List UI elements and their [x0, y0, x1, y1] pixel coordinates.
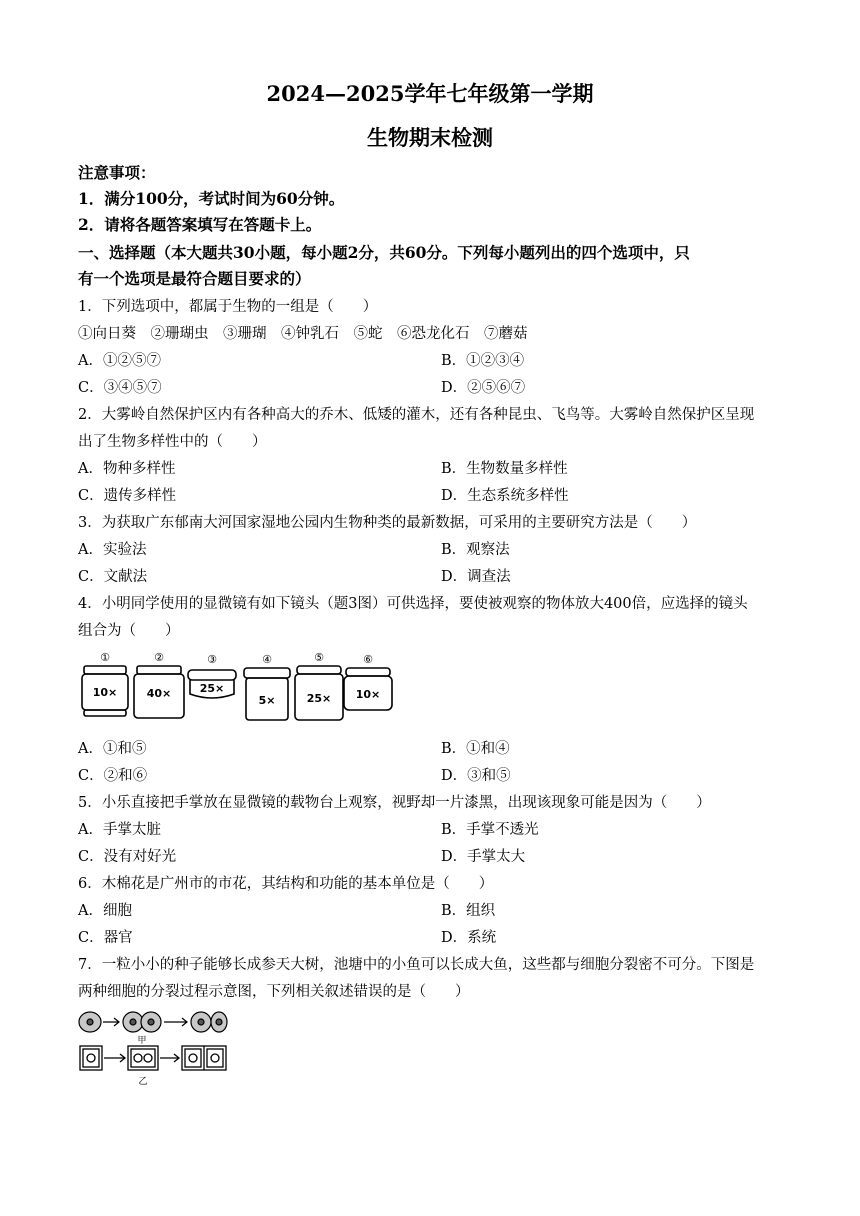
- q6-option-a: A．细胞: [78, 903, 132, 919]
- lens-number-2: ②: [154, 651, 164, 664]
- q4-option-a: A．①和⑤: [78, 741, 147, 757]
- figure-label-yi: 乙: [138, 1077, 148, 1087]
- cell-division-figure: [78, 1006, 228, 1088]
- microscope-lens-figure: [78, 650, 398, 726]
- q5-option-d: D．手掌太大: [441, 849, 526, 865]
- q3-option-c: C．文献法: [78, 569, 148, 585]
- notice-item-2: 2．请将各题答案填写在答题卡上。: [78, 215, 322, 234]
- q1-stem: 1．下列选项中，都属于生物的一组是（ ）: [78, 299, 378, 315]
- lens-number-1: ①: [100, 651, 110, 664]
- q1-option-c: C．③④⑤⑦: [78, 380, 162, 396]
- q2-option-a: A．物种多样性: [78, 461, 176, 477]
- lens-number-5: ⑤: [314, 651, 324, 664]
- q4-stem-line2: 组合为（ ）: [78, 623, 180, 639]
- q5-option-a: A．手掌太脏: [78, 822, 161, 838]
- lens-label-2: 40×: [146, 687, 172, 700]
- lens-number-3: ③: [207, 653, 217, 666]
- lens-number-4: ④: [262, 653, 272, 666]
- q4-option-d: D．③和⑤: [441, 768, 511, 784]
- lens-label-4: 5×: [258, 694, 276, 707]
- q6-stem: 6．木棉花是广州市的市花，其结构和功能的基本单位是（ ）: [78, 876, 494, 892]
- q4-stem-line1: 4．小明同学使用的显微镜有如下镜头（题3图）可供选择，要使被观察的物体放大400倍，应选择的镜头: [78, 596, 748, 612]
- q1-items: ①向日葵 ②珊瑚虫 ③珊瑚 ④钟乳石 ⑤蛇 ⑥恐龙化石 ⑦蘑菇: [78, 326, 528, 342]
- q7-stem-line1: 7．一粒小小的种子能够长成参天大树，池塘中的小鱼可以长成大鱼，这些都与细胞分裂密不可分。下图是: [78, 957, 755, 973]
- q2-option-b: B．生物数量多样性: [441, 461, 568, 477]
- exam-title: 2024—2025学年七年级第一学期: [266, 81, 594, 106]
- lens-label-5: 25×: [306, 692, 332, 705]
- q5-stem: 5．小乐直接把手掌放在显微镜的载物台上观察，视野却一片漆黑，出现该现象可能是因为（ ）: [78, 795, 711, 811]
- q2-stem-line1: 2．大雾岭自然保护区内有各种高大的乔木、低矮的灌木，还有各种昆虫、飞鸟等。大雾岭自然保护区呈现: [78, 407, 755, 423]
- notice-item-1: 1．满分100分，考试时间为60分钟。: [78, 189, 345, 208]
- notice-heading: 注意事项：: [78, 163, 156, 182]
- q3-stem: 3．为获取广东郁南大河国家湿地公园内生物种类的最新数据，可采用的主要研究方法是（ ）: [78, 515, 697, 531]
- q6-option-b: B．组织: [441, 903, 496, 919]
- q3-option-d: D．调查法: [441, 569, 511, 585]
- lens-number-6: ⑥: [363, 653, 373, 666]
- q4-option-c: C．②和⑥: [78, 768, 148, 784]
- q1-option-b: B．①②③④: [441, 353, 525, 369]
- lens-label-1: 10×: [92, 686, 118, 699]
- q4-option-b: B．①和④: [441, 741, 510, 757]
- q3-option-b: B．观察法: [441, 542, 510, 558]
- exam-subtitle: 生物期末检测: [367, 125, 493, 150]
- q2-option-c: C．遗传多样性: [78, 488, 177, 504]
- q3-option-a: A．实验法: [78, 542, 147, 558]
- section-heading-line2: 有一个选项是最符合题目要求的）: [78, 269, 311, 288]
- q1-option-a: A．①②⑤⑦: [78, 353, 161, 369]
- q2-stem-line2: 出了生物多样性中的（ ）: [78, 434, 267, 450]
- q2-option-d: D．生态系统多样性: [441, 488, 569, 504]
- q7-stem-line2: 两种细胞的分裂过程示意图，下列相关叙述错误的是（ ）: [78, 984, 470, 1000]
- q5-option-b: B．手掌不透光: [441, 822, 539, 838]
- q1-option-d: D．②⑤⑥⑦: [441, 380, 526, 396]
- section-heading-line1: 一、选择题（本大题共30小题，每小题2分，共60分。下列每小题列出的四个选项中，只: [78, 243, 690, 262]
- lens-label-6: 10×: [355, 688, 381, 701]
- lens-label-3: 25×: [199, 682, 225, 695]
- q6-option-c: C．器官: [78, 930, 133, 946]
- q5-option-c: C．没有对好光: [78, 849, 177, 865]
- q6-option-d: D．系统: [441, 930, 497, 946]
- figure-label-jia: 甲: [137, 1036, 147, 1046]
